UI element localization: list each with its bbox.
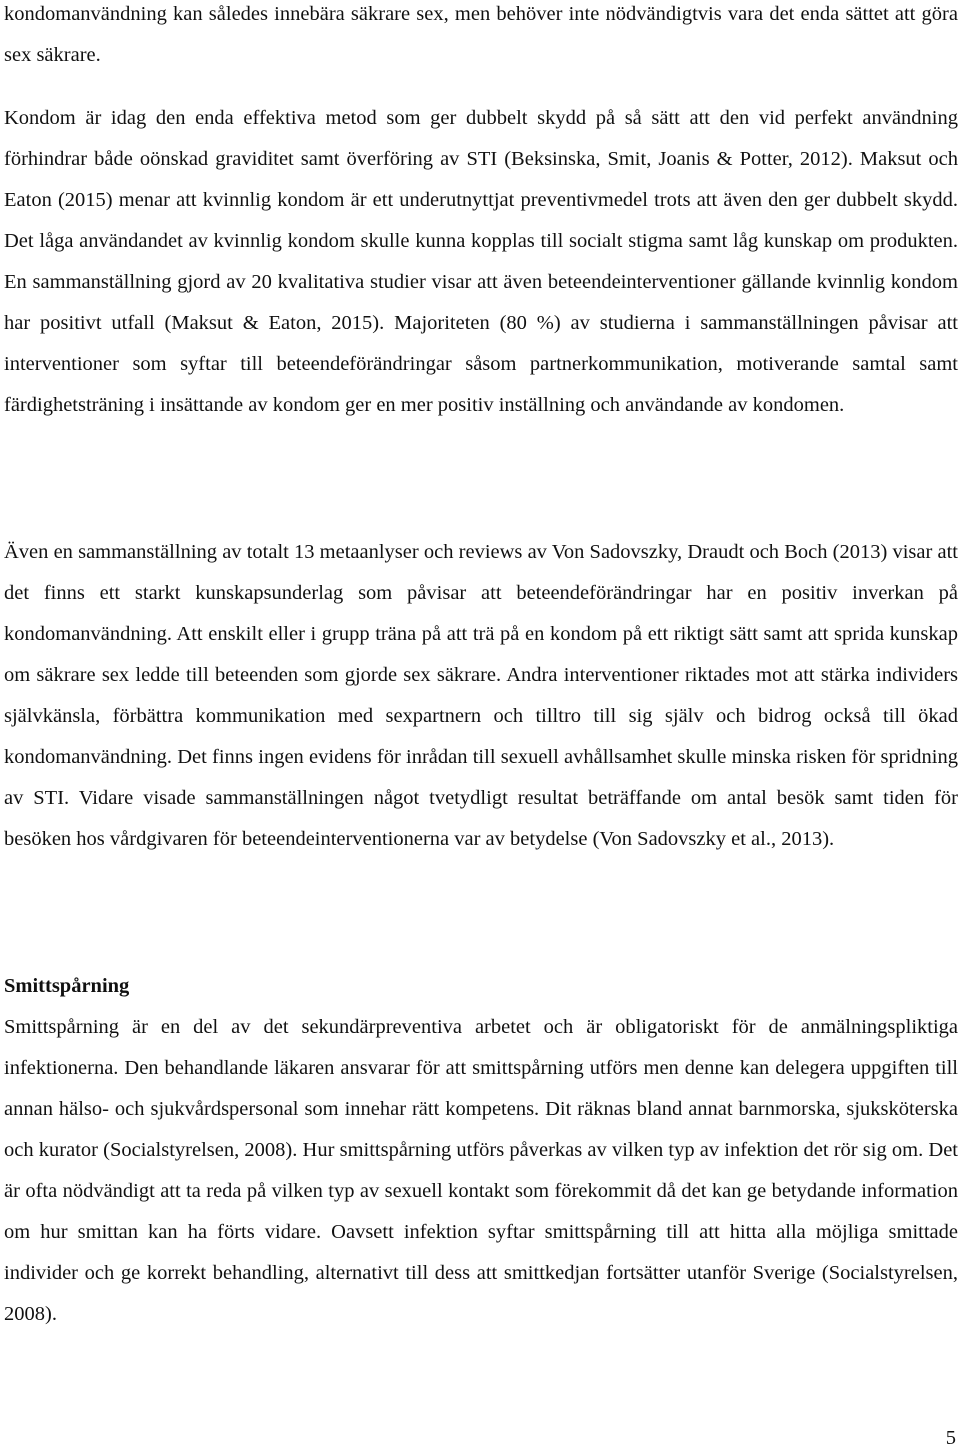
paragraph-continuation: kondomanvändning kan således innebära säkrare sex, men behöver inte nödvändigtvis vara det enda sättet att göra sex säkrare.: [4, 3, 958, 66]
paragraph-kondom: Kondom är idag den enda effektiva metod som ger dubbelt skydd på så sätt att den vid perfekt användning förhindrar både oönskad graviditet samt överföring av STI (Beksinska, Smit, Joanis & Potter, 2012). Maksut och Eaton (2015) menar att kvinnlig kondom är ett underutnyttjat preventivmedel trots att även den ger dubbelt skydd. Det låga användandet av kvinnlig kondom skulle kunna kopplas till socialt stigma samt låg kunskap om produkten. En sammanställning gjord av 20 kvalitativa studier visar att även beteendeinterventioner gällande kvinnlig kondom har positivt utfall (Maksut & Eaton, 2015). Majoriteten (80 %) av studierna i sammanställningen påvisar att interventioner som syftar till beteendeförändringar såsom partnerkommunikation, motiverande samtal samt färdighetsträning i insättande av kondom ger en mer positiv inställning och användande av kondomen.: [4, 107, 958, 416]
section-heading-smittsparning: Smittspårning: [4, 975, 130, 997]
paragraph-sammanstallning: Även en sammanställning av totalt 13 metaanlyser och reviews av Von Sadovszky, Draudt och Boch (2013) visar att det finns ett starkt kunskapsunderlag som påvisar att beteendeförändringar har en positiv inverkan på kondomanvändning. Att enskilt eller i grupp träna på att trä på en kondom på ett riktigt sätt samt att sprida kunskap om säkrare sex ledde till beteenden som gjorde sex säkrare. Andra interventioner riktades mot att stärka individers självkänsla, förbättra kommunikation med sexpartnern och tilltro till sig själv och bidrog också till ökad kondomanvändning. Det finns ingen evidens för inrådan till sexuell avhållsamhet skulle minska risken för spridning av STI. Vidare visade sammanställningen något tvetydligt resultat beträffande om antal besök samt tiden för besöken hos vårdgivaren för beteendeinterventionerna var av betydelse (Von Sadovszky et al., 2013).: [4, 541, 958, 850]
paragraph-smittsparning: Smittspårning är en del av det sekundärpreventiva arbetet och är obligatoriskt för de anmälningspliktiga infektionerna. Den behandlande läkaren ansvarar för att smittspårning utförs men denne kan delegera uppgiften till annan hälso- och sjukvårdspersonal som innehar rätt kompetens. Dit räknas bland annat barnmorska, sjuksköterska och kurator (Socialstyrelsen, 2008). Hur smittspårning utförs påverkas av vilken typ av infektion det rör sig om. Det är ofta nödvändigt att ta reda på vilken typ av sexuell kontakt som förekommit då det kan ge betydande information om hur smittan kan ha förts vidare. Oavsett infektion syftar smittspårning till att hitta alla möjliga smittade individer och ge korrekt behandling, alternativt till dess att smittkedjan fortsätter utanför Sverige (Socialstyrelsen, 2008).: [4, 1016, 958, 1325]
page-number: 5: [945, 1427, 956, 1449]
